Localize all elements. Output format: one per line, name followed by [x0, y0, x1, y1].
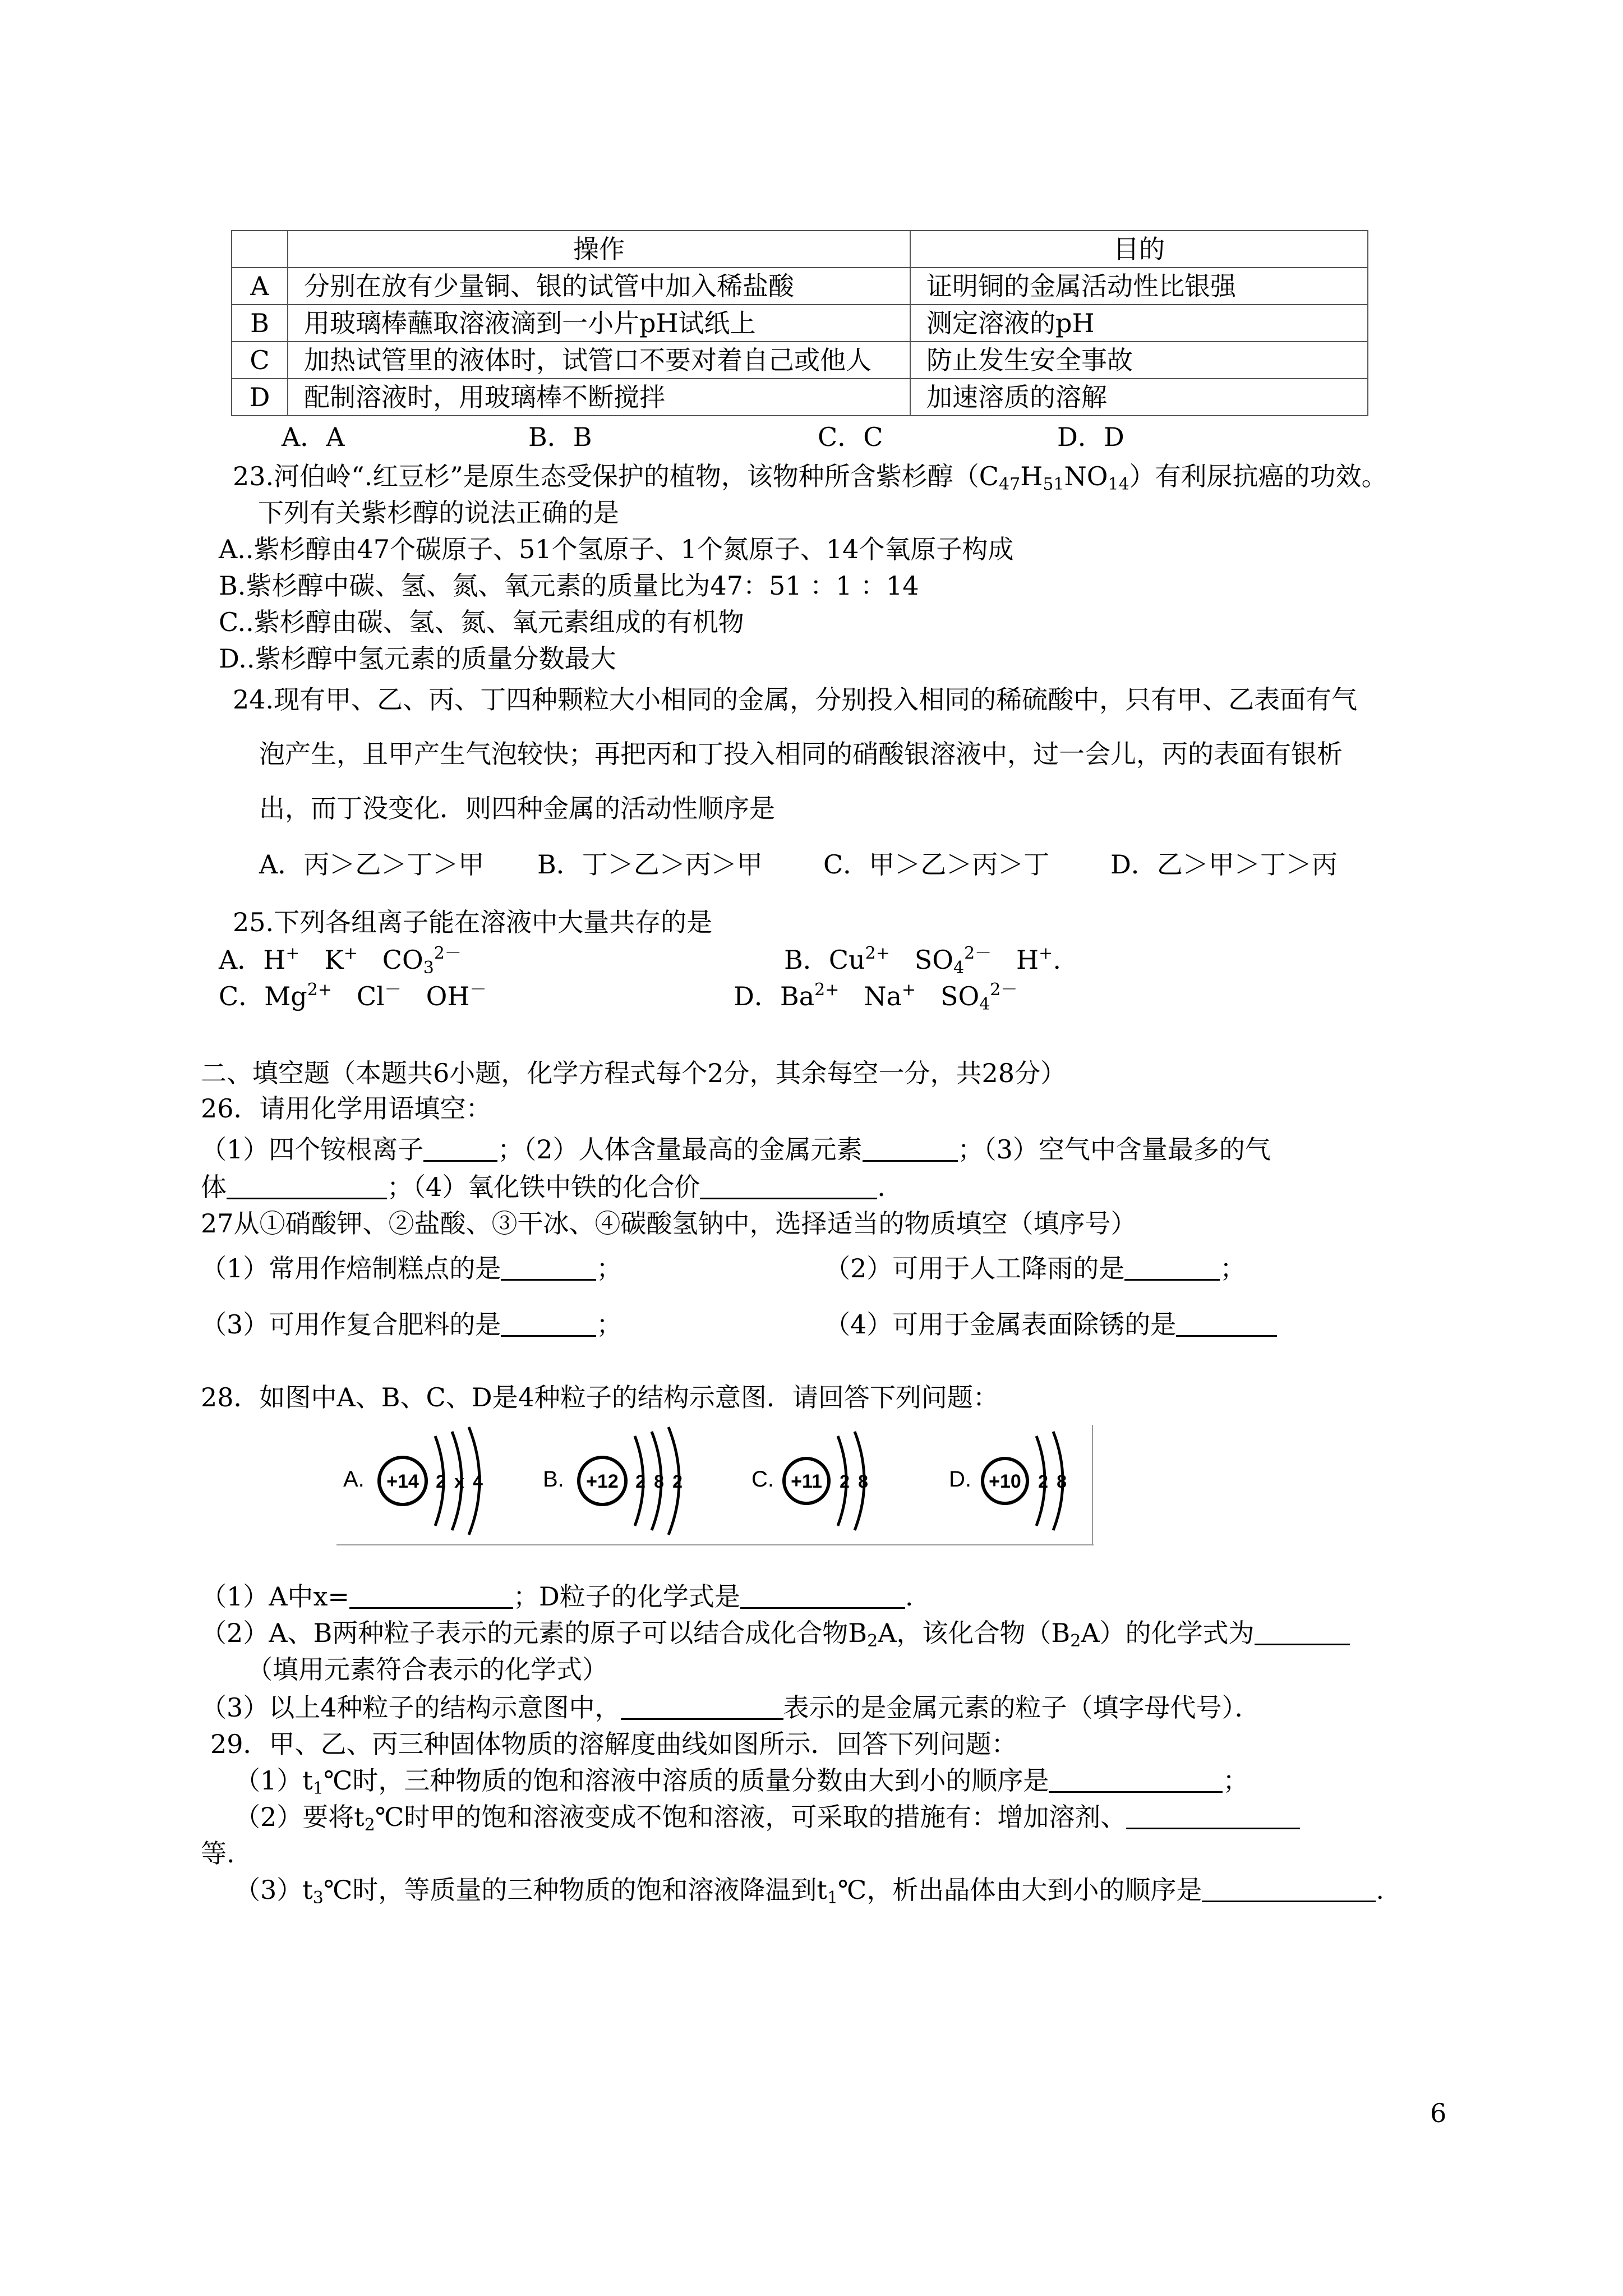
particle-label: A.	[343, 1467, 365, 1492]
q25-stem: 25.下列各组离子能在溶液中大量共存的是	[233, 907, 713, 937]
particle-c	[751, 1432, 868, 1530]
q29-text: ℃时，三种物质的饱和溶液中溶质的质量分数由大到小的顺序是	[323, 1765, 1049, 1796]
answer-blank[interactable]	[1255, 1619, 1350, 1645]
table-header-cell: 操作	[288, 231, 910, 268]
subscript: 1	[827, 1888, 838, 1908]
subscript: 2	[1070, 1631, 1081, 1651]
particle-label: D.	[949, 1467, 971, 1492]
punctuation: .	[905, 1581, 914, 1612]
q29-text: ℃时甲的饱和溶液变成不饱和溶液，可采取的措施有：增加溶剂、	[375, 1802, 1127, 1832]
electron-count: 8	[1057, 1471, 1067, 1492]
answer-blank[interactable]	[501, 1310, 596, 1337]
table-cell: A	[232, 268, 288, 305]
subscript: 4	[979, 995, 990, 1014]
table-row	[232, 342, 1368, 379]
ion: H	[263, 945, 286, 975]
q26-stem: 26．请用化学用语填空：	[201, 1093, 492, 1124]
particle-structure-diagram	[336, 1425, 1094, 1548]
punctuation: .	[1053, 945, 1061, 975]
q26-text: ；（4）氧化铁中铁的化合价	[387, 1172, 700, 1202]
q23-stem-text: ）有利尿抗癌的功效。	[1129, 461, 1387, 491]
ion: Mg	[264, 981, 307, 1011]
table-header-row	[232, 231, 1368, 268]
ion-charge: +	[1039, 944, 1053, 963]
q27-item1	[201, 1251, 622, 1286]
ion-charge: 2+	[865, 944, 890, 963]
table-row	[232, 305, 1368, 342]
ion-charge: －	[469, 980, 487, 1000]
punctuation: ；	[1220, 1253, 1246, 1283]
q29-part1	[234, 1763, 1248, 1798]
table-cell: C	[232, 342, 288, 379]
ion-charge: +	[901, 980, 916, 1000]
choice-label: D．	[734, 981, 780, 1011]
answer-blank[interactable]	[349, 1582, 513, 1609]
answer-blank[interactable]	[863, 1135, 958, 1162]
nucleus-charge: +14	[386, 1471, 419, 1492]
particle-label: B.	[543, 1467, 564, 1492]
q28-text: A，该化合物（B	[878, 1618, 1071, 1648]
particle-label: C.	[751, 1467, 774, 1492]
punctuation: .	[1376, 1875, 1384, 1905]
answer-blank[interactable]	[740, 1582, 905, 1609]
table-header-cell	[232, 231, 288, 268]
table-cell: 证明铜的金属活动性比银强	[910, 268, 1368, 305]
q25-choice-b	[784, 942, 1061, 977]
subscript: 47	[999, 475, 1021, 494]
q26-line2	[201, 1170, 886, 1204]
electron-count: 8	[654, 1471, 664, 1492]
option-d: D．D	[1057, 422, 1124, 452]
q24-line1: 24.现有甲、乙、丙、丁四种颗粒大小相同的金属，分别投入相同的稀硫酸中，只有甲、乙表面有气	[233, 684, 1358, 715]
nucleus-charge: +11	[791, 1471, 822, 1492]
table-row	[232, 268, 1368, 305]
ion: OH	[426, 981, 470, 1011]
q25-choice-c	[219, 979, 486, 1014]
answer-blank[interactable]	[1049, 1766, 1223, 1793]
electron-count: 8	[858, 1471, 868, 1492]
q24-line3: 出，而丁没变化．则四种金属的活动性顺序是	[259, 793, 775, 823]
subscript: 3	[312, 1888, 324, 1908]
q28-text: 表示的是金属元素的粒子（填字母代号）．	[783, 1692, 1261, 1723]
q29-part2-end: 等.	[201, 1838, 235, 1869]
q27-text: （1）常用作焙制糕点的是	[201, 1253, 501, 1283]
q28-part2-note: （填用元素符合表示的化学式）	[247, 1654, 608, 1685]
q24-line2: 泡产生，且甲产生气泡较快；再把丙和丁投入相同的硝酸银溶液中，过一会儿，丙的表面有银析	[259, 739, 1343, 769]
punctuation: ；	[1223, 1765, 1249, 1796]
ion: K	[324, 945, 344, 975]
q26-text: .	[877, 1172, 886, 1202]
ion-charge: 2－	[434, 944, 462, 963]
electron-count: 2	[1038, 1471, 1048, 1492]
nucleus-charge: +10	[989, 1471, 1021, 1492]
q26-text: ；（3）空气中含量最多的气	[957, 1134, 1271, 1165]
q29-stem: 29．甲、乙、丙三种固体物质的溶解度曲线如图所示．回答下列问题：	[210, 1729, 1017, 1759]
ion-charge: +	[285, 944, 300, 963]
table-row	[232, 379, 1368, 416]
page-number: 6	[1430, 2098, 1447, 2128]
particle-b	[543, 1427, 683, 1535]
table-cell: D	[232, 379, 288, 416]
q29-text: （3）t	[234, 1875, 313, 1905]
q24-option-b: B．丁＞乙＞丙＞甲	[537, 849, 763, 880]
choice-label: A．	[219, 945, 264, 975]
q25-choice-a	[219, 942, 462, 977]
q28-text: （1）A中x=	[201, 1581, 349, 1612]
answer-blank[interactable]	[227, 1173, 387, 1199]
table-cell: 用玻璃棒蘸取溶液滴到一小片pH试纸上	[288, 305, 910, 342]
electron-count: 2	[436, 1471, 446, 1492]
particle-a	[343, 1427, 483, 1535]
q28-stem: 28．如图中A、B、C、D是4种粒子的结构示意图．请回答下列问题：	[201, 1382, 999, 1412]
option-b: B．B	[528, 422, 592, 452]
ion: Cl	[356, 981, 385, 1011]
table-cell: 测定溶液的pH	[910, 305, 1368, 342]
choice-label: C．	[219, 981, 265, 1011]
answer-blank[interactable]	[501, 1254, 596, 1281]
q27-text: （4）可用于金属表面除锈的是	[824, 1309, 1177, 1340]
q26-text: ；（2）人体含量最高的金属元素	[497, 1134, 863, 1165]
q28-text: （3）以上4种粒子的结构示意图中，	[201, 1692, 621, 1723]
choice-label: B．	[784, 945, 829, 975]
answer-blank[interactable]	[700, 1173, 877, 1199]
answer-blank[interactable]	[423, 1135, 497, 1162]
subscript: 3	[423, 958, 434, 978]
punctuation: ；	[596, 1253, 623, 1283]
section-heading: 二、填空题（本题共6小题，化学方程式每个2分，其余每空一分，共28分）	[201, 1058, 1067, 1088]
q23-stem	[233, 459, 1387, 494]
q29-part2	[234, 1800, 1300, 1834]
ion: SO	[914, 945, 953, 975]
electron-count: 2	[672, 1471, 683, 1492]
ion-charge: +	[343, 944, 358, 963]
q26-line1	[201, 1132, 1271, 1167]
formula-part: H	[1020, 461, 1043, 491]
table-header-cell: 目的	[910, 231, 1368, 268]
subscript: 2	[364, 1815, 375, 1835]
ion: Na	[864, 981, 902, 1011]
option-c: C．C	[818, 422, 883, 452]
q24-option-c: C．甲＞乙＞丙＞丁	[823, 849, 1050, 880]
ion: CO	[382, 945, 423, 975]
q27-text: （3）可用作复合肥料的是	[201, 1309, 501, 1340]
q24-option-d: D．乙＞甲＞丁＞丙	[1110, 849, 1338, 880]
table-cell: 分别在放有少量铜、银的试管中加入稀盐酸	[288, 268, 910, 305]
answer-blank[interactable]	[1176, 1310, 1277, 1337]
ion: H	[1016, 945, 1039, 975]
ion: Cu	[828, 945, 865, 975]
electron-count: 2	[635, 1471, 645, 1492]
q27-item4	[824, 1307, 1277, 1342]
q23-choice-b: B.紫杉醇中碳、氢、氮、氧元素的质量比为47：51 ：1 ：14	[219, 570, 919, 601]
q28-part1	[201, 1579, 914, 1614]
subscript: 51	[1043, 475, 1064, 494]
punctuation: ；	[596, 1309, 623, 1340]
q29-text: ℃，析出晶体由大到小的顺序是	[837, 1875, 1202, 1905]
q25-choice-d	[734, 979, 1017, 1014]
q28-text: A）的化学式为	[1081, 1618, 1255, 1648]
q27-stem: 27从①硝酸钾、②盐酸、③干冰、④碳酸氢钠中，选择适当的物质填空（填序号）	[201, 1208, 1137, 1239]
q23-choice-c: C..紫杉醇由碳、氢、氮、氧元素组成的有机物	[219, 607, 744, 637]
answer-blank[interactable]	[621, 1694, 783, 1720]
table-cell: B	[232, 305, 288, 342]
electron-count: x	[454, 1471, 464, 1492]
q28-part3	[201, 1690, 1261, 1725]
answer-blank[interactable]	[1126, 1803, 1300, 1829]
q26-text: （1）四个铵根离子	[201, 1134, 424, 1165]
ion-charge: 2－	[990, 980, 1018, 1000]
q23-choice-d: D..紫杉醇中氢元素的质量分数最大	[219, 643, 616, 674]
ion: SO	[940, 981, 980, 1011]
q23-choice-a: A..紫杉醇由47个碳原子、51个氢原子、1个氮原子、14个氧原子构成	[219, 534, 1014, 564]
operations-table	[231, 230, 1368, 416]
ion-charge: 2－	[964, 944, 992, 963]
table-cell: 配制溶液时，用玻璃棒不断搅拌	[288, 379, 910, 416]
subscript: 1	[312, 1779, 324, 1798]
subscript: 2	[867, 1631, 878, 1651]
answer-blank[interactable]	[1124, 1254, 1220, 1281]
q29-text: （2）要将t	[234, 1802, 365, 1832]
electron-count: 2	[840, 1471, 850, 1492]
nucleus-charge: +12	[586, 1471, 619, 1492]
table-cell: 加速溶质的溶解	[910, 379, 1368, 416]
ion-charge: 2+	[307, 980, 332, 1000]
electron-count: 4	[473, 1471, 483, 1492]
ion: Ba	[780, 981, 815, 1011]
q28-text: （2）A、B两种粒子表示的元素的原子可以结合成化合物B	[201, 1618, 868, 1648]
q27-item2	[824, 1251, 1246, 1286]
q29-part3	[234, 1872, 1384, 1907]
q28-part2	[201, 1616, 1350, 1650]
q23-stem-text: 23.河伯岭“.红豆杉”是原生态受保护的植物，该物种所含紫杉醇（C	[233, 461, 999, 491]
q29-text: ℃时，等质量的三种物质的饱和溶液降温到t	[323, 1875, 827, 1905]
table-cell: 加热试管里的液体时，试管口不要对着自己或他人	[288, 342, 910, 379]
formula-part: NO	[1064, 461, 1108, 491]
q29-text: （1）t	[234, 1765, 313, 1796]
q27-item3	[201, 1307, 622, 1342]
subscript: 4	[953, 958, 965, 978]
table-cell: 防止发生安全事故	[910, 342, 1368, 379]
particle-d	[949, 1432, 1067, 1530]
option-a: A．A	[282, 422, 345, 452]
ion-charge: 2+	[814, 980, 840, 1000]
q27-text: （2）可用于人工降雨的是	[824, 1253, 1125, 1283]
q26-text: 体	[201, 1172, 227, 1202]
ion-charge: －	[384, 980, 402, 1000]
q24-option-a: A．丙＞乙＞丁＞甲	[259, 849, 485, 880]
q23-stem2: 下列有关紫杉醇的说法正确的是	[258, 498, 619, 528]
subscript: 14	[1108, 475, 1129, 494]
answer-blank[interactable]	[1202, 1876, 1376, 1902]
q28-text: ；D粒子的化学式是	[513, 1581, 740, 1612]
